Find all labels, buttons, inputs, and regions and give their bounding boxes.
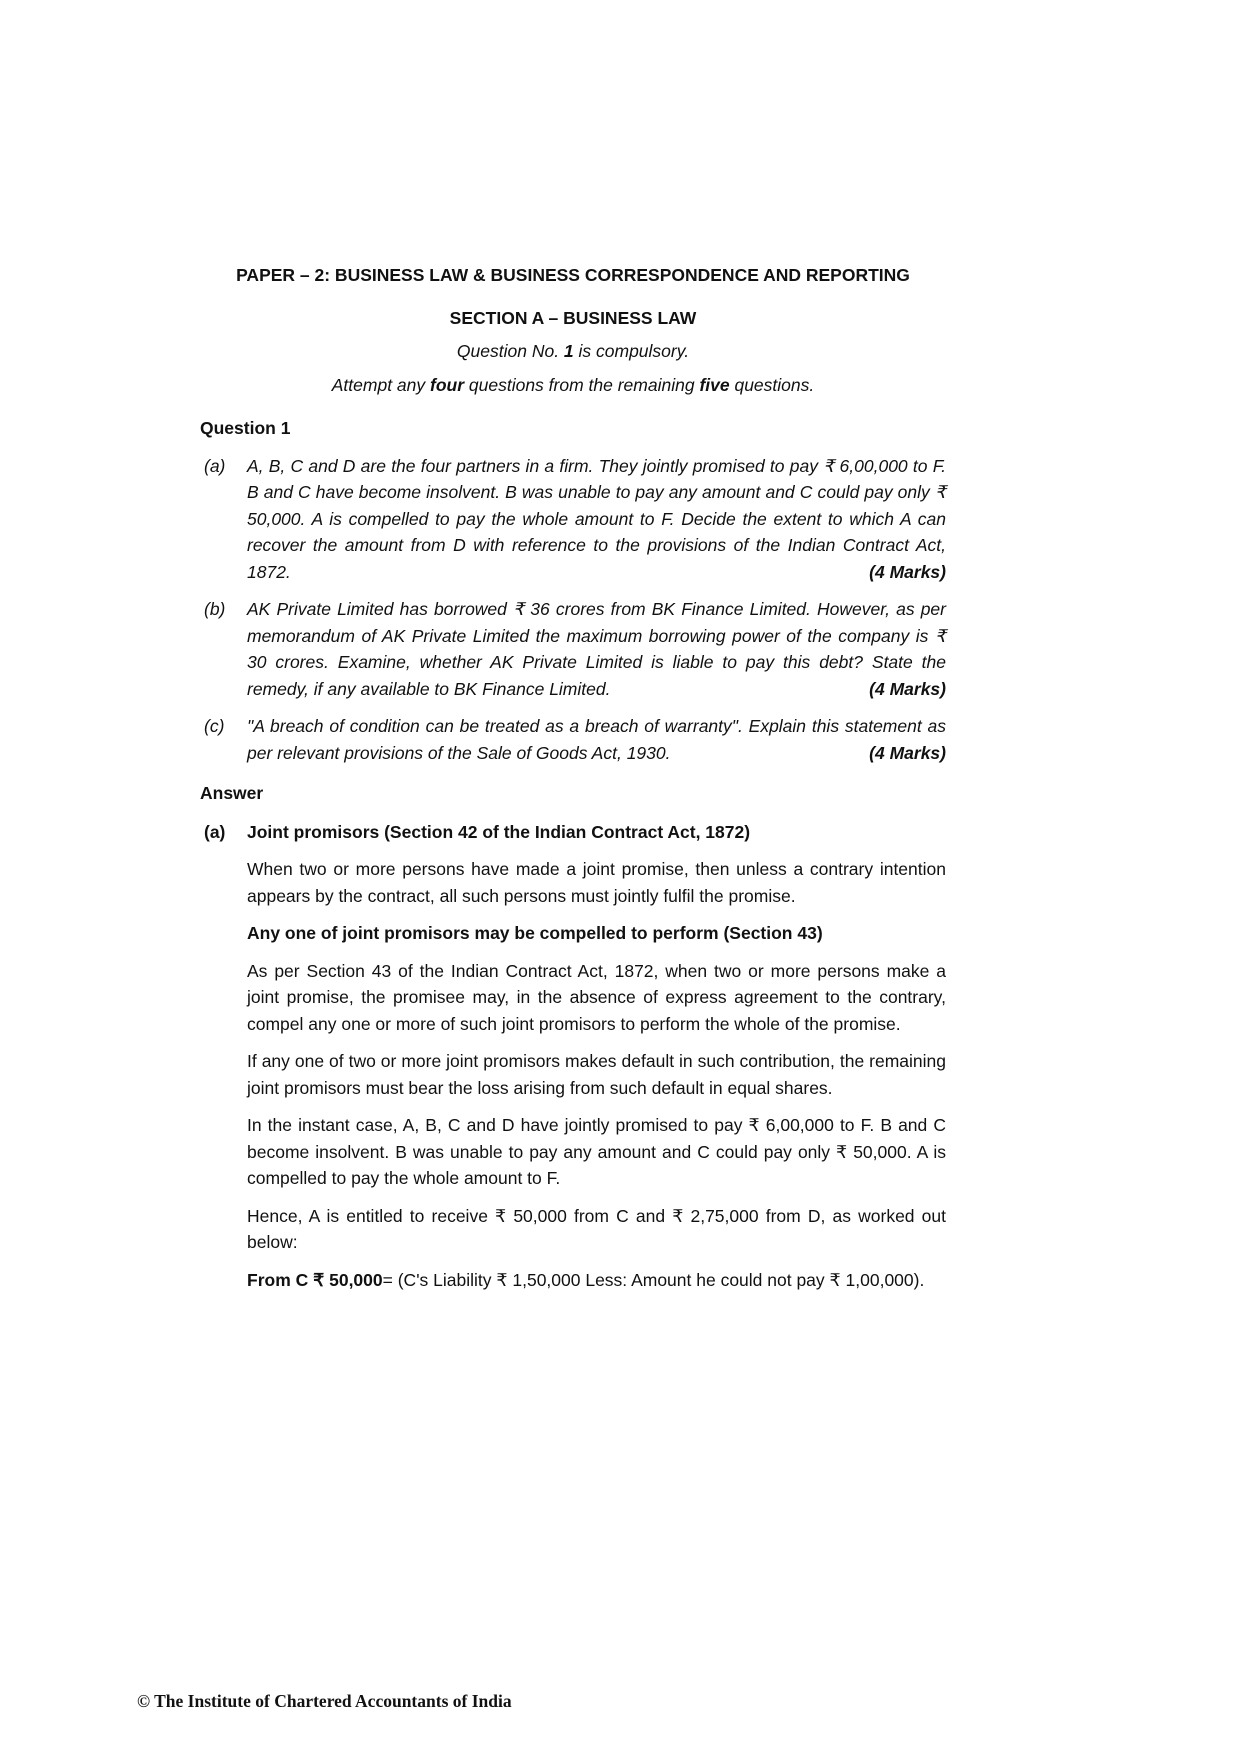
question-item-b — [200, 596, 946, 702]
note-compulsory-pre: Question No. — [456, 341, 564, 361]
question-item-b-marks: (4 Marks) — [869, 678, 946, 699]
answer-part-a-title-text: Joint promisors (Section 42 of the Indian Contract Act, 1872) — [247, 821, 751, 842]
note-attempt-mid: questions from the remaining — [464, 374, 700, 395]
answer-paragraph-3: If any one of two or more joint promisors makes default in such contribution, the remaining joint promisors must bear the loss arising from such default in equal shares. — [247, 1051, 946, 1098]
answer-part-a-title — [200, 819, 946, 846]
note-attempt-pre: Attempt any — [331, 374, 430, 395]
answer-from-c-lead: From C ₹ 50,000 — [247, 1269, 383, 1290]
section-title: SECTION A – BUSINESS LAW — [449, 307, 697, 328]
question-item-c-label: (c) — [204, 716, 225, 736]
answer-paragraph-4: In the instant case, A, B, C and D have jointly promised to pay ₹ 6,00,000 to F. B and C become insolvent. B was unable to pay any amount and C could pay only ₹ 50,000. A is compelled to pay the whole amount to F. — [247, 1115, 946, 1188]
answer-paragraph-1: When two or more persons have made a joint promise, then unless a contrary intention appears by the contract, all such persons must jointly fulfil the promise. — [247, 859, 946, 906]
question-item-a — [200, 453, 946, 586]
answer-part-a-label: (a) — [204, 821, 226, 842]
question-item-c-text: "A breach of condition can be treated as a breach of warranty". Explain this statement as per relevant provisions of the Sale of Goods Act, 1930. — [247, 716, 946, 763]
question-item-c-marks: (4 Marks) — [869, 742, 946, 763]
paper-title: PAPER – 2: BUSINESS LAW & BUSINESS CORRESPONDENCE AND REPORTING — [236, 265, 910, 285]
note-compulsory-post: is compulsory. — [573, 341, 690, 361]
question-item-b-text: AK Private Limited has borrowed ₹ 36 crores from BK Finance Limited. However, as per memorandum of AK Private Limited the maximum borrowing power of the company is ₹ 30 crores. Examine, whether AK Private Limited is liable to pay this debt? State the remedy, if any available to BK Finance Limited. — [247, 599, 946, 699]
question-item-a-text: A, B, C and D are the four partners in a firm. They jointly promised to pay ₹ 6,00,000 to F. B and C have become insolvent. B was unable to pay any amount and C could pay only ₹ 50,000. A is compelled to pay the whole amount to F. Decide the extent to which A can recover the amount from D with reference to the provisions of the Indian Contract Act, 1872. — [247, 455, 946, 582]
answer-subheading-section-43: Any one of joint promisors may be compelled to perform (Section 43) — [247, 923, 823, 943]
note-compulsory-emphasis: 1 — [563, 341, 574, 361]
note-attempt-emphasis-four: four — [430, 374, 465, 395]
answer-heading: Answer — [200, 783, 264, 803]
note-attempt-post: questions. — [729, 374, 815, 395]
answer-paragraph-2: As per Section 43 of the Indian Contract Act, 1872, when two or more persons make a joint promise, the promisee may, in the absence of express agreement to the contrary, compel any one or more of such joint promisors to perform the whole of the promise. — [247, 960, 946, 1034]
question-item-c — [200, 713, 946, 766]
question-1-heading: Question 1 — [200, 418, 291, 438]
answer-paragraph-5: Hence, A is entitled to receive ₹ 50,000 from C and ₹ 2,75,000 from D, as worked out below: — [247, 1205, 946, 1252]
note-attempt — [200, 372, 946, 399]
question-item-b-label: (b) — [204, 599, 226, 619]
copyright-footer: © The Institute of Chartered Accountants of India — [137, 1691, 512, 1711]
question-item-a-marks: (4 Marks) — [869, 561, 946, 582]
note-compulsory — [200, 338, 946, 365]
question-item-a-label: (a) — [204, 455, 226, 476]
page-content — [200, 262, 946, 1293]
answer-from-c-line — [200, 1267, 946, 1294]
note-attempt-emphasis-five: five — [699, 374, 730, 395]
answer-from-c-rest: = (C's Liability ₹ 1,50,000 Less: Amount he could not pay ₹ 1,00,000). — [382, 1269, 925, 1290]
